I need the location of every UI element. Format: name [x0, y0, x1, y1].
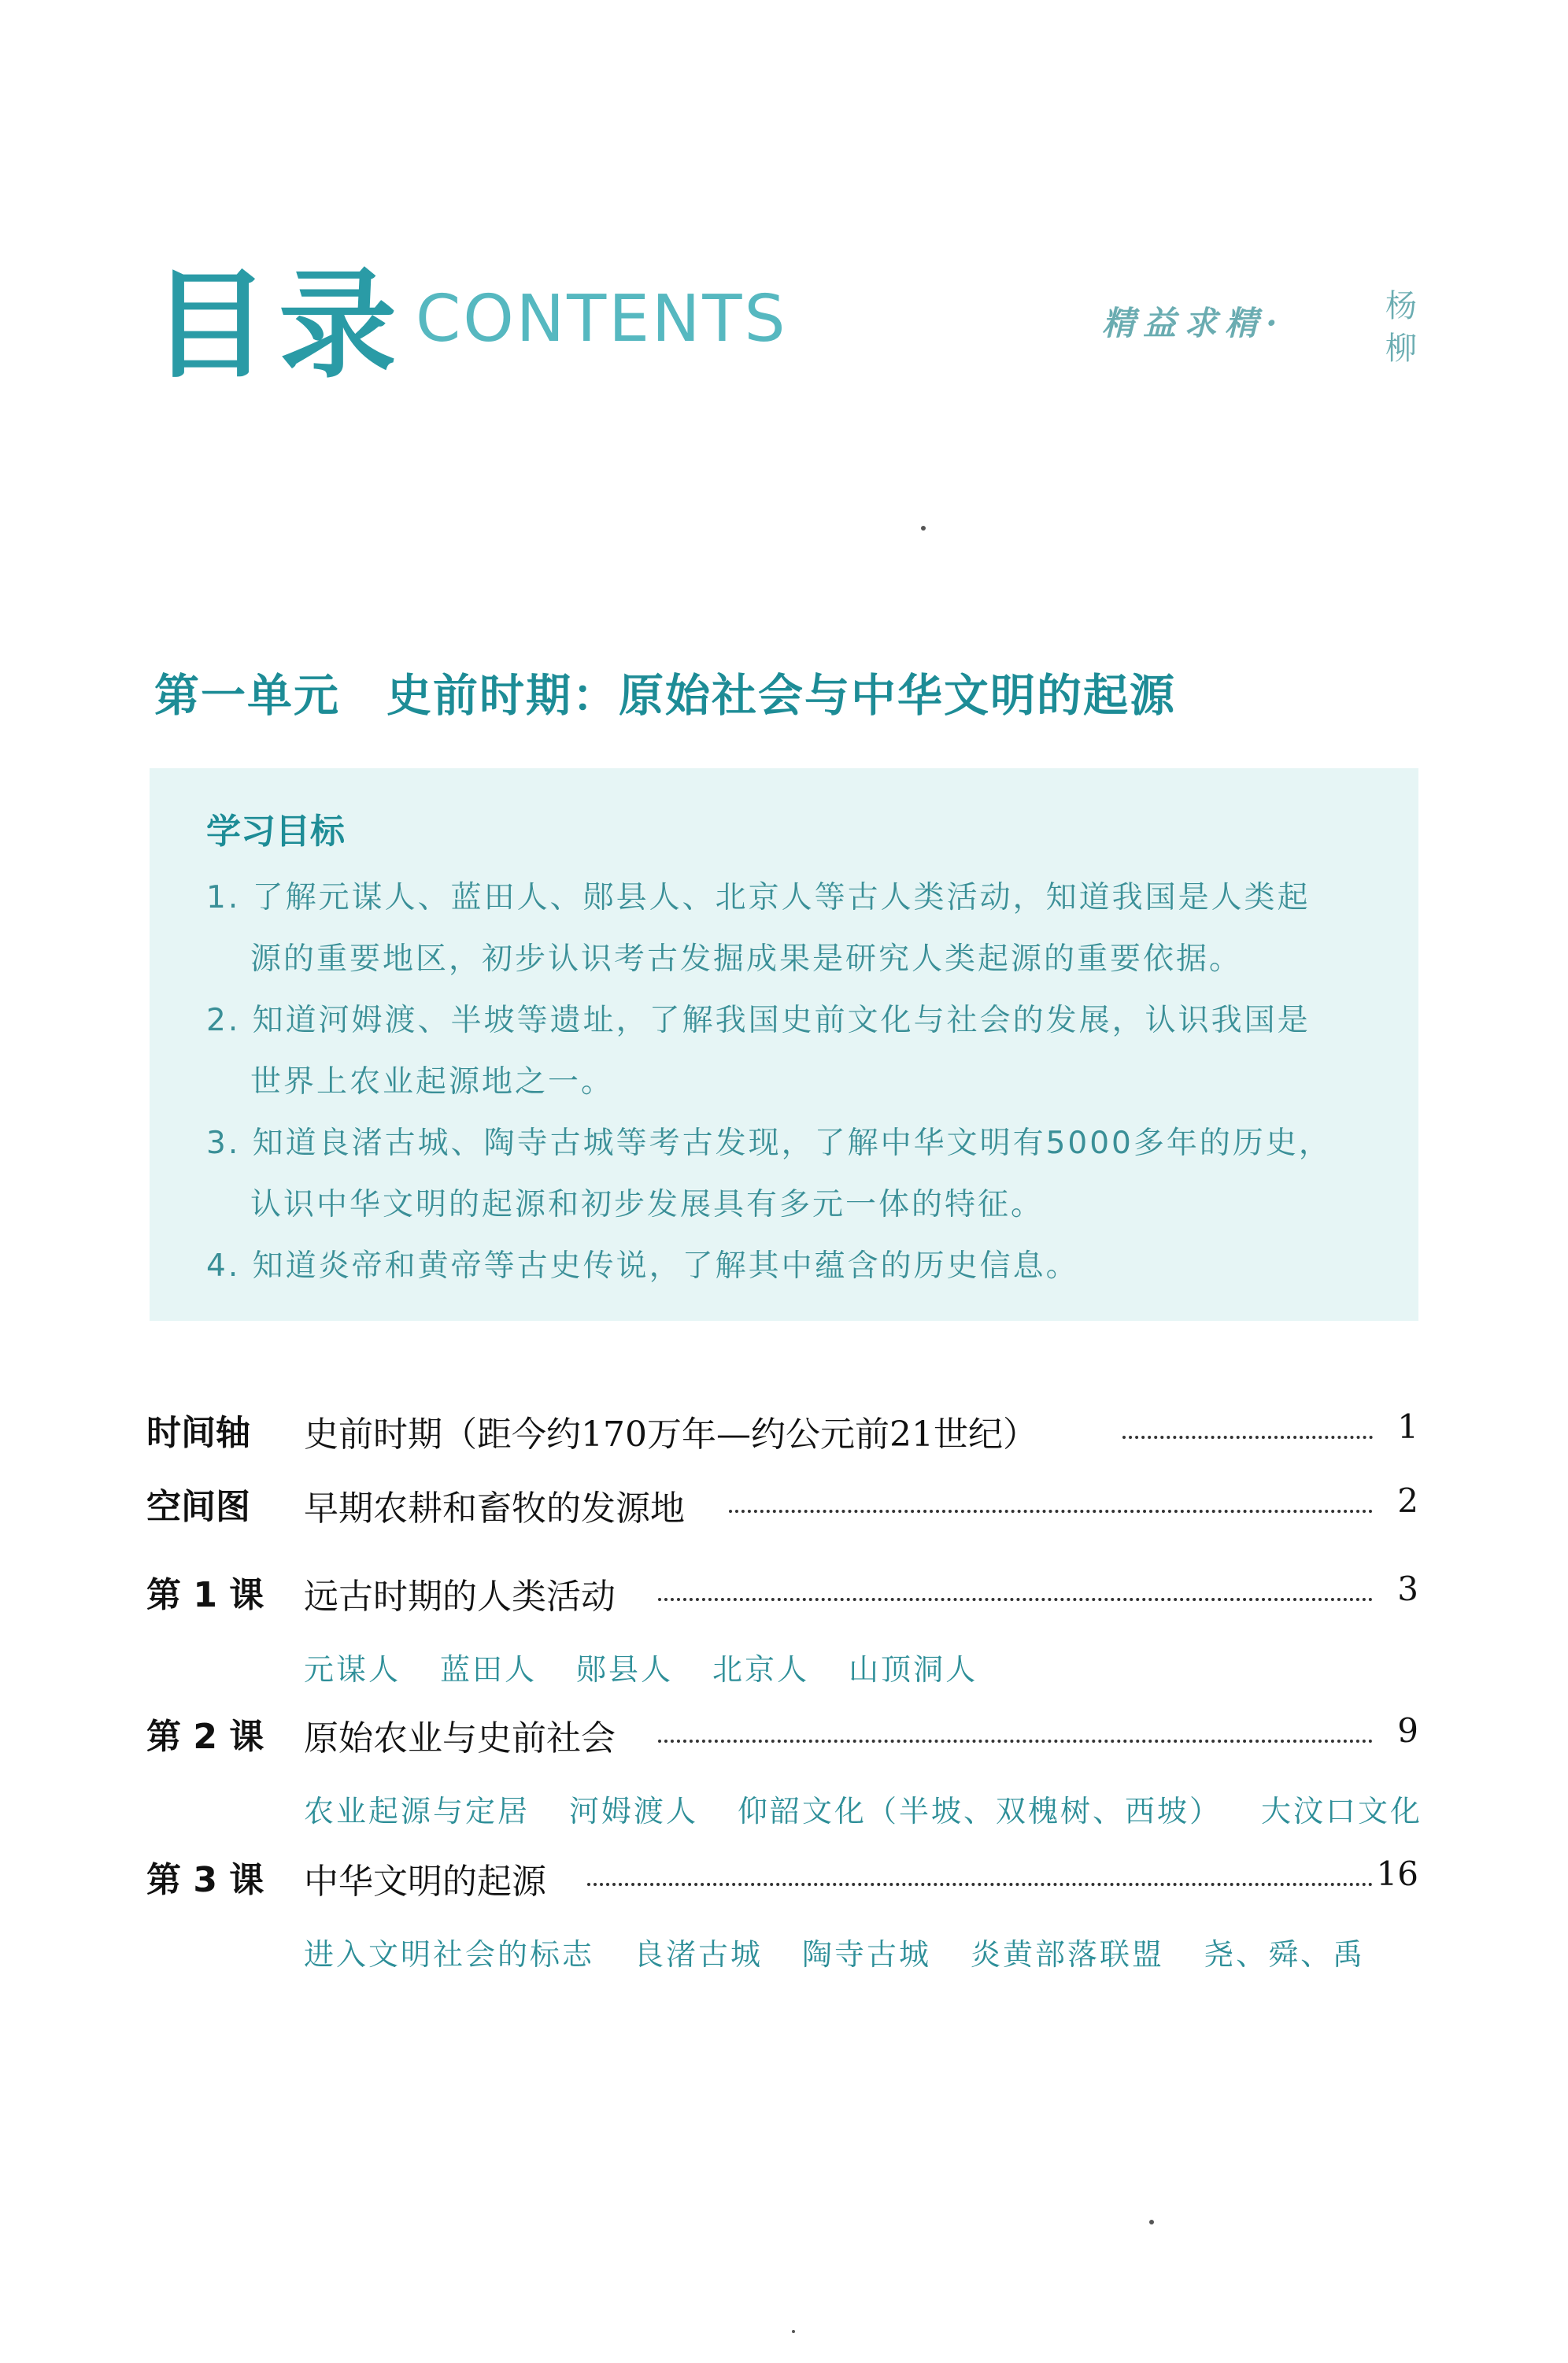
- page-title: 目录: [151, 257, 407, 394]
- toc-title: 原始农业与史前社会: [304, 1718, 616, 1758]
- toc-leader-dots: [1122, 1436, 1373, 1439]
- goal-line: 2. 知道河姆渡、半坡等遗址，了解我国史前文化与社会的发展，认识我国是: [206, 1003, 1311, 1038]
- toc-topic: 良渚古城: [634, 1937, 764, 1972]
- toc-entry-lesson-1[interactable]: [146, 1566, 1418, 1617]
- learning-goals-list: [206, 867, 1387, 1297]
- toc-page-number: 9: [1397, 1711, 1418, 1750]
- toc-page-number: 2: [1397, 1481, 1418, 1520]
- toc-page-number: 1: [1397, 1407, 1418, 1446]
- toc-title: 中华文明的起源: [304, 1862, 546, 1902]
- toc-title: 远古时期的人类活动: [304, 1577, 616, 1617]
- toc-topic: 陶寺古城: [802, 1937, 932, 1972]
- toc-topic: 郧县人: [576, 1652, 674, 1687]
- toc-topic: 进入文明社会的标志: [304, 1937, 595, 1972]
- goal-line: 4. 知道炎帝和黄帝等古史传说，了解其中蕴含的历史信息。: [206, 1248, 1079, 1284]
- goal-item: [206, 990, 1387, 1113]
- page-title-english: CONTENTS: [416, 282, 788, 357]
- goal-line: 认识中华文明的起源和初步发展具有多元一体的特征。: [250, 1187, 1045, 1222]
- goal-line: 世界上农业起源地之一。: [250, 1064, 615, 1100]
- goal-item: [206, 1113, 1387, 1236]
- unit-title: 第一单元 史前时期：原始社会与中华文明的起源: [154, 669, 1176, 722]
- toc-label: 第 3 课: [146, 1860, 264, 1900]
- header-slogan-side: 杨柳: [1385, 288, 1417, 367]
- toc-topic: 元谋人: [304, 1652, 401, 1687]
- toc-entry-lesson-2[interactable]: [146, 1708, 1418, 1758]
- print-speck: [921, 526, 926, 531]
- toc-title: 史前时期（距今约170万年—约公元前21世纪）: [304, 1414, 1037, 1455]
- toc-label: 时间轴: [146, 1413, 250, 1453]
- print-speck: [792, 2330, 795, 2333]
- goal-line: 源的重要地区，初步认识考古发掘成果是研究人类起源的重要依据。: [250, 941, 1243, 977]
- toc-title: 早期农耕和畜牧的发源地: [304, 1488, 685, 1529]
- toc-topic: 北京人: [712, 1652, 810, 1687]
- toc-topics-lesson-1: [304, 1645, 1017, 1688]
- toc-topic: 山顶洞人: [849, 1652, 978, 1687]
- toc-leader-dots: [729, 1510, 1373, 1513]
- toc-label: 第 2 课: [146, 1717, 264, 1757]
- print-speck: [1149, 2220, 1154, 2224]
- toc-leader-dots: [587, 1883, 1373, 1886]
- toc-page-number: 16: [1376, 1855, 1418, 1893]
- goal-line: 1. 了解元谋人、蓝田人、郧县人、北京人等古人类活动，知道我国是人类起: [206, 880, 1311, 915]
- learning-goals-heading: 学习目标: [206, 812, 345, 852]
- toc-topic: 河姆渡人: [569, 1794, 699, 1829]
- toc-topic: 农业起源与定居: [304, 1794, 531, 1829]
- toc-page-number: 3: [1397, 1570, 1418, 1608]
- goal-item: [206, 867, 1387, 990]
- toc-label: 第 1 课: [146, 1575, 264, 1615]
- toc-topic: 炎黄部落联盟: [971, 1937, 1165, 1972]
- toc-topic: 大汶口文化: [1261, 1794, 1423, 1829]
- toc-leader-dots: [658, 1740, 1373, 1743]
- goal-item: [206, 1236, 1387, 1297]
- toc-topic: 仰韶文化（半坡、双槐树、西坡）: [738, 1794, 1222, 1829]
- toc-topics-lesson-3: [304, 1930, 1404, 1973]
- goal-line: 3. 知道良渚古城、陶寺古城等考古发现，了解中华文明有5000多年的历史，: [206, 1126, 1332, 1161]
- toc-entry-map[interactable]: [146, 1478, 1418, 1529]
- toc-topics-lesson-2: [304, 1787, 1462, 1830]
- header-slogan: 精益求精·: [1102, 304, 1285, 342]
- toc-entry-lesson-3[interactable]: [146, 1851, 1418, 1902]
- toc-label: 空间图: [146, 1487, 250, 1527]
- toc-topic: 蓝田人: [440, 1652, 538, 1687]
- toc-topic: 尧、舜、禹: [1204, 1937, 1366, 1972]
- toc-entry-timeline[interactable]: [146, 1404, 1418, 1455]
- toc-leader-dots: [658, 1598, 1373, 1601]
